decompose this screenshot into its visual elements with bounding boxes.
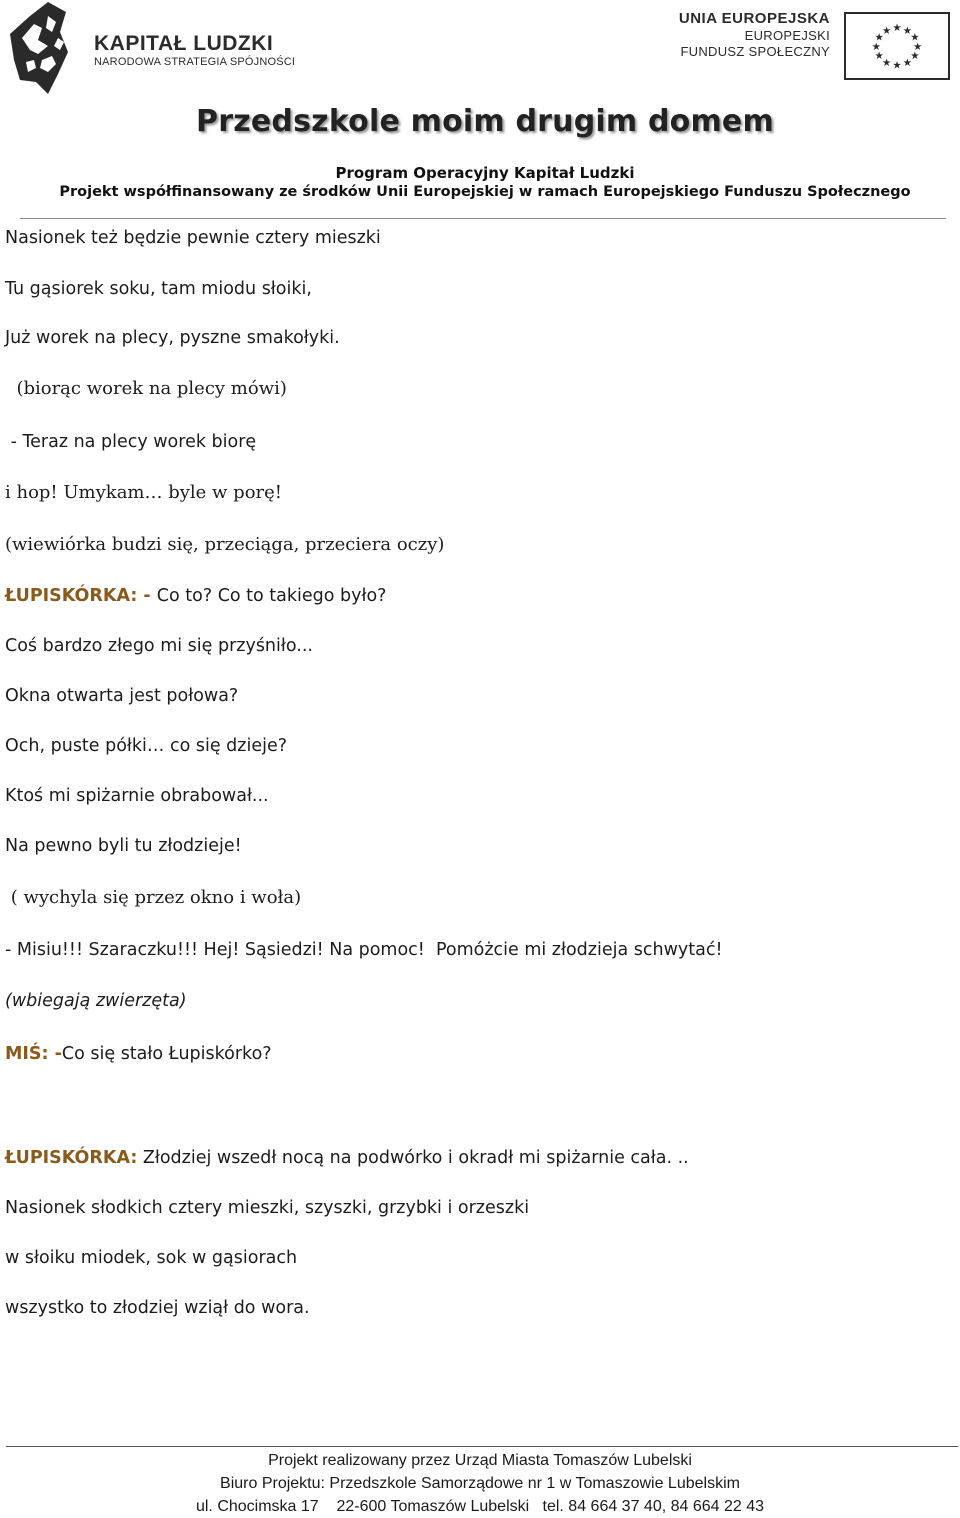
text-line: Nasionek też będzie pewnie cztery mieszki (5, 228, 381, 248)
text-line: Tu gąsiorek soku, tam miodu słoiki, (5, 279, 312, 299)
text-line: Nasionek słodkich cztery mieszki, szyszki, grzybki i orzeszki (5, 1198, 530, 1218)
svg-text:★: ★ (892, 59, 902, 72)
svg-text:★: ★ (882, 24, 892, 37)
text-line: Ktoś mi spiżarnie obrabował... (5, 786, 269, 806)
stage-direction: (wiewiórka budzi się, przeciąga, przeciera oczy) (5, 534, 445, 555)
eu-line1: UNIA EUROPEJSKA (678, 10, 830, 27)
stage-direction: (biorąc worek na plecy mówi) (5, 378, 287, 399)
footer-line1: Projekt realizowany przez Urząd Miasta Tomaszów Lubelski (268, 1452, 692, 1469)
footer-divider (6, 1446, 958, 1447)
text-line: i hop! Umykam… byle w porę! (5, 482, 283, 503)
program-name: Program Operacyjny Kapitał Ludzki (335, 164, 635, 182)
document-header (0, 0, 960, 220)
svg-text:★: ★ (874, 50, 884, 63)
text-line: wszystko to złodziej wziął do wora. (5, 1298, 310, 1318)
speaker-name: ŁUPISKÓRKA: (5, 1148, 138, 1168)
svg-text:★: ★ (910, 31, 920, 44)
text-line: Okna otwarta jest połowa? (5, 686, 239, 706)
svg-text:★: ★ (874, 31, 884, 44)
svg-text:★: ★ (882, 56, 892, 69)
footer-line3: ul. Chocimska 17 22-600 Tomaszów Lubelski tel. 84 664 37 40, 84 664 22 43 (195, 1498, 765, 1515)
eu-line2: EUROPEJSKI (744, 28, 830, 43)
svg-text:★: ★ (913, 40, 923, 53)
kapital-ludzki-logo (8, 2, 298, 94)
speaker-name: ŁUPISKÓRKA: - (5, 586, 157, 606)
svg-text:★: ★ (892, 21, 902, 34)
svg-text:★: ★ (871, 40, 881, 53)
kapital-ludzki-emblem-icon (8, 2, 88, 94)
eu-logo-text (610, 10, 830, 60)
footer-line2: Biuro Projektu: Przedszkole Samorządowe nr 1 w Tomaszowie Lubelskim (220, 1475, 740, 1492)
cofinancing-note: Projekt współfinansowany ze środków Unii Europejskiej w ramach Europejskiego Funduszu Społecznego (59, 184, 911, 200)
text-line: Już worek na plecy, pyszne smakołyki. (5, 328, 340, 348)
document-footer (0, 1449, 960, 1518)
text-line: w słoiku miodek, sok w gąsiorach (5, 1248, 298, 1268)
header-divider (20, 218, 946, 219)
page-title: Przedszkole moim drugim domem (196, 104, 774, 139)
speaker-name: MIŚ: - (5, 1044, 62, 1064)
stage-direction: (wbiegają zwierzęta) (5, 991, 187, 1011)
text-line: - Misiu!!! Szaraczku!!! Hej! Sąsiedzi! Na pomoc! Pomóżcie mi złodzieja schwytać! (5, 940, 723, 960)
logo-title: KAPITAŁ LUDZKI (94, 32, 274, 55)
svg-text:★: ★ (902, 56, 912, 69)
text-line: Och, puste półki… co się dzieje? (5, 736, 288, 756)
text-line: Na pewno byli tu złodzieje! (5, 836, 242, 856)
svg-text:★: ★ (910, 50, 920, 63)
eu-line3: FUNDUSZ SPOŁECZNY (680, 44, 830, 59)
stage-direction: ( wychyla się przez okno i woła) (5, 887, 302, 908)
dialogue-line: MIŚ: -Co się stało Łupiskórko? (5, 1044, 272, 1064)
dialogue-line: ŁUPISKÓRKA: - Co to? Co to takiego było? (5, 586, 387, 606)
text-line: Coś bardzo złego mi się przyśniło... (5, 636, 313, 656)
dialogue-line: ŁUPISKÓRKA: Złodziej wszedł nocą na podwórko i okradł mi spiżarnie cała. .. (5, 1148, 689, 1168)
text-line: - Teraz na plecy worek biorę (5, 432, 257, 452)
logo-subtitle: NARODOWA STRATEGIA SPÓJNOŚCI (94, 56, 296, 68)
eu-flag-icon (844, 12, 950, 80)
svg-text:★: ★ (902, 24, 912, 37)
